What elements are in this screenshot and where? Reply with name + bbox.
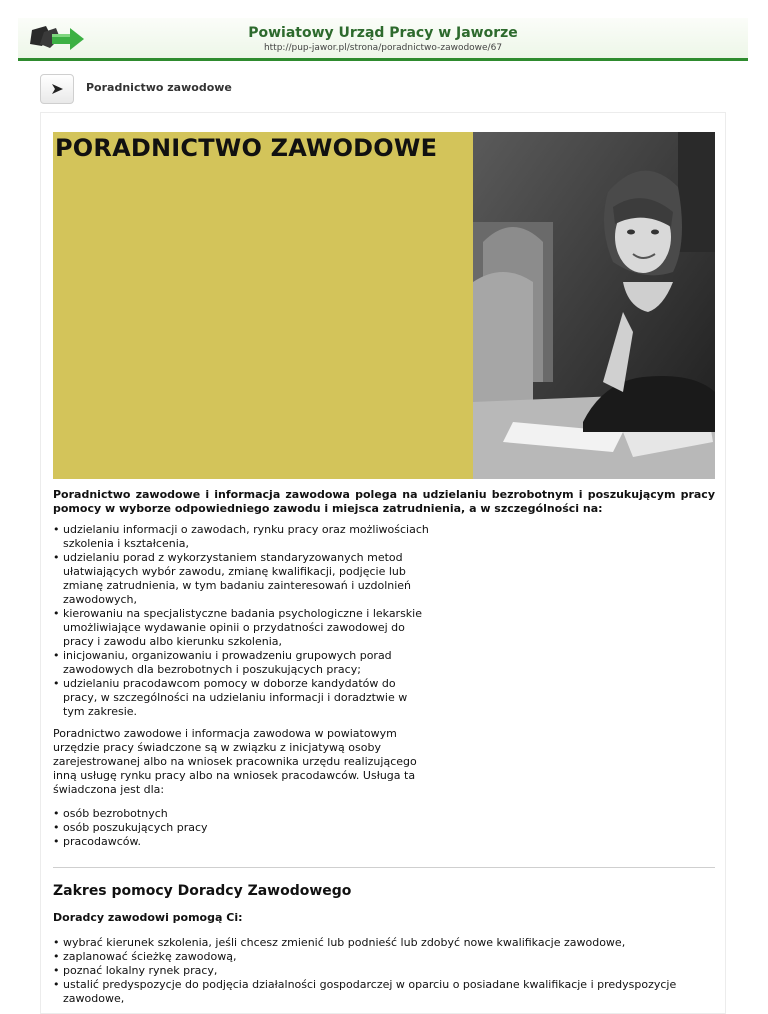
section-heading: Zakres pomocy Doradcy Zawodowego [53, 883, 352, 899]
list-item: • poznać lokalny rynek pracy, [53, 964, 715, 978]
list-item: • osób bezrobotnych [53, 807, 715, 821]
list-item: • udzielaniu pracodawcom pomocy w doborze kandydatów do pracy, w szczególności na udzielaniu informacji i doradztwie w tym zakresie. [53, 677, 431, 719]
site-title[interactable]: Powiatowy Urząd Pracy w Jaworze [248, 25, 518, 41]
hero-banner [53, 132, 715, 479]
section-divider [53, 867, 715, 868]
services-list [53, 523, 431, 719]
help-list [53, 936, 715, 1006]
article-content [53, 488, 715, 1006]
list-item: • inicjowaniu, organizowaniu i prowadzeniu grupowych porad zawodowych dla bezrobotnych i poszukujących pracy; [53, 649, 431, 677]
section-subheading: Doradcy zawodowi pomogą Ci: [53, 911, 243, 924]
list-item: • zaplanować ścieżkę zawodową, [53, 950, 715, 964]
list-item: • udzielaniu informacji o zawodach, rynku pracy oraz możliwościach szkolenia i kształcenia, [53, 523, 431, 551]
list-item: • kierowaniu na specjalistyczne badania psychologiczne i lekarskie umożliwiające wydawanie opinii o przydatności zawodowej do pracy i zawodu albo kierunku szkolenia, [53, 607, 431, 649]
list-item: • ustalić predyspozycje do podjęcia działalności gospodarczej w oparciu o posiadane kwalifikacje i predyspozycje zawodowe, [53, 978, 715, 1006]
site-header [18, 18, 748, 61]
hero-color-panel [53, 132, 473, 479]
hero-photo [473, 132, 715, 479]
section-intro: Poradnictwo zawodowe i informacja zawodowa polega na udzielaniu bezrobotnym i poszukującym pracy pomocy w wyborze odpowiedniego zawodu i miejsca zatrudnienia, a w szczególności na: [53, 488, 715, 515]
section-paragraph: Poradnictwo zawodowe i informacja zawodowa w powiatowym urzędzie pracy świadczone są w związku z inicjatywą osoby zarejestrowanej albo na wniosek pracownika urzędu realizującego inną usługę rynku pracy albo na wniosek pracodawców. Usługa ta świadczona jest dla: [53, 727, 417, 796]
breadcrumb-label: Poradnictwo zawodowe [86, 81, 232, 94]
arrow-right-icon [50, 83, 64, 95]
list-item: • pracodawców. [53, 835, 715, 849]
content-card [40, 112, 726, 1014]
audience-list [53, 807, 715, 849]
list-item: • osób poszukujących pracy [53, 821, 715, 835]
page-url: http://pup-jawor.pl/strona/poradnictwo-zawodowe/67 [263, 43, 503, 53]
list-item: • wybrać kierunek szkolenia, jeśli chcesz zmienić lub podnieść lub zdobyć nowe kwalifikacje zawodowe, [53, 936, 715, 950]
hero-title: PORADNICTWO ZAWODOWE [55, 134, 438, 162]
list-item: • udzielaniu porad z wykorzystaniem standaryzowanych metod ułatwiających wybór zawodu, zmianę kwalifikacji, podjęcie lub zmianę zatrudnienia, w tym badaniu zainteresowań i uzdolnień zawodowych, [53, 551, 431, 607]
breadcrumb-button[interactable] [40, 74, 74, 104]
